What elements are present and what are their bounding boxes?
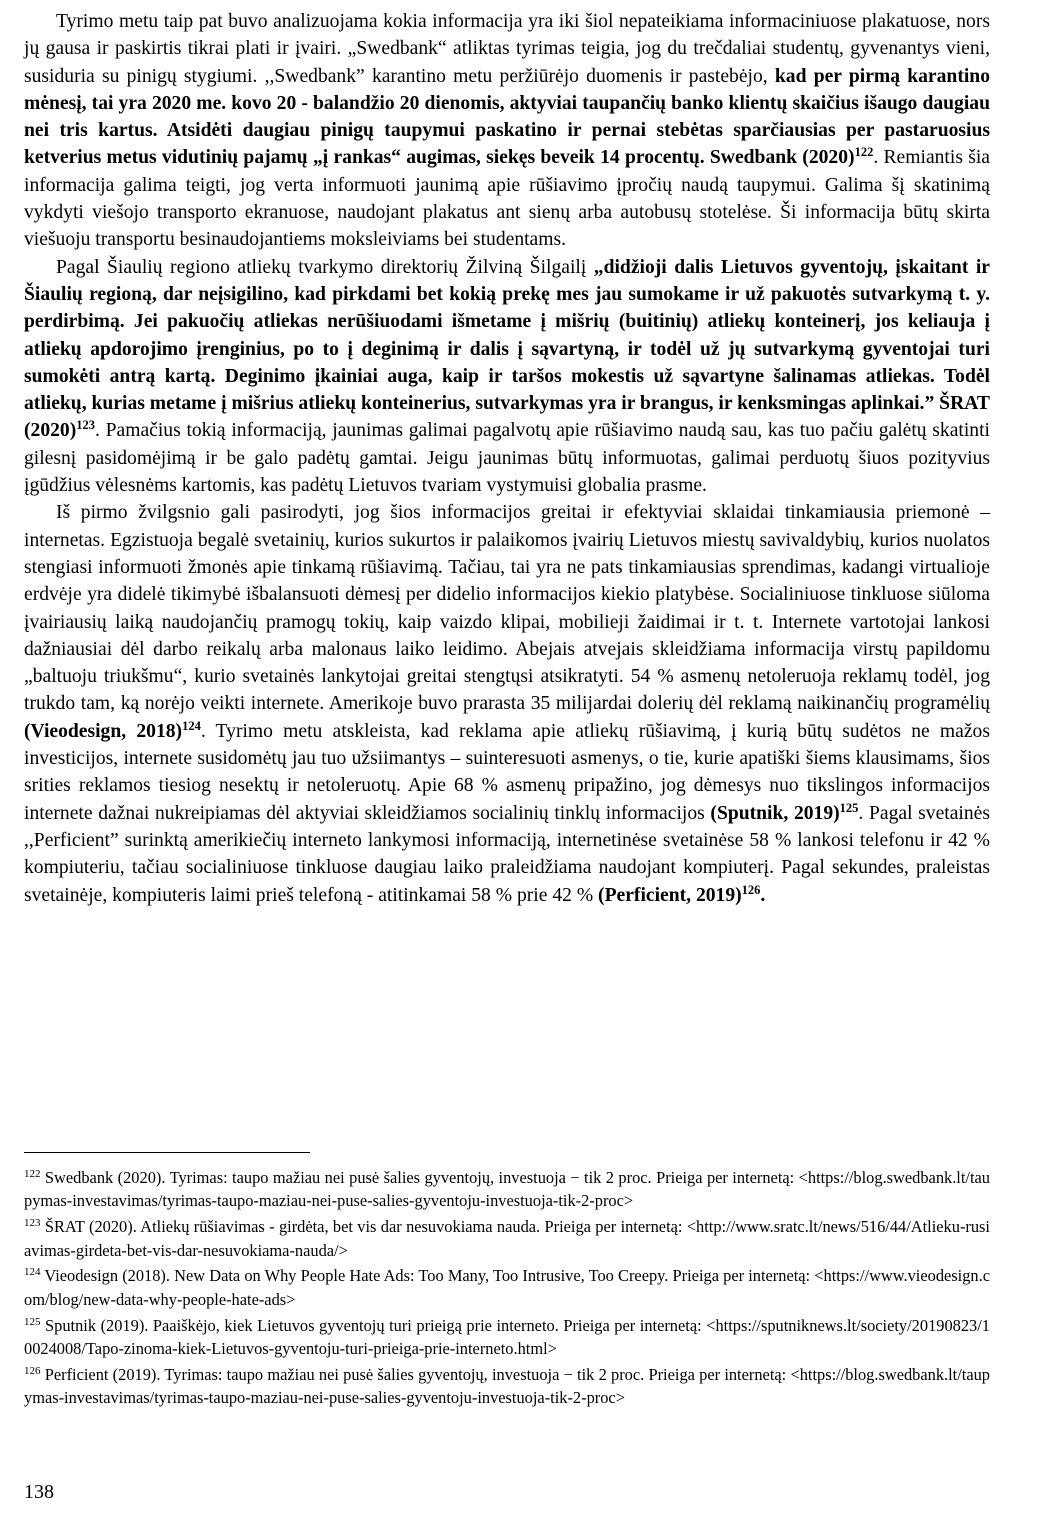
footnotes — [24, 1166, 990, 1412]
text-run: Pagal Šiaulių regiono atliekų tvarkymo direktorių Žilviną Šilgailį — [56, 256, 594, 278]
paragraph — [24, 8, 990, 254]
bold-text: kad per pirmą karantino mėnesį, tai yra 2020 me. kovo 20 - balandžio 20 dienomis, aktyviai taupančių banko klientų skaičius išaugo daugiau nei tris kartus. Atsidėti daugiau pinigų taupymui paskatino ir pernai stebėtas sparčiausias per pastaruosius ketverius metus vidutinių pajamų „į rankas“ augimas, siekęs beveik 14 procentų. Swedbank (2020) — [24, 65, 990, 169]
text-run: Tyrimo metu taip pat buvo analizuojama kokia informacija yra iki šiol nepateikiama informaciniuose plakatuose, nors jų gausa ir paskirtis tikrai plati ir įvairi. „Swedbank“ atliktas tyrimas teigia, jog du trečdaliai studentų, gyvenantys vieni, susiduria su pinigų stygiumi. ,,Swedbank” karantino metu peržiūrėjo duomenis ir pastebėjo, — [24, 11, 990, 87]
bold-text: (Perficient, 2019) — [598, 884, 742, 906]
text-run: . Pagal svetainės ,,Perficient” surinktą amerikiečių interneto lankymosi informaciją, internetinėse svetainėse 58 % lankosi telefonu ir 42 % kompiuteriu, tačiau socialiniuose tinkluose daugiau laiko praleidžiama naudojant kompiuterį. Pagal sekundes, praleistas svetainėje, kompiuteris laimi prieš telefoną - atitinkamai 58 % prie 42 % — [24, 802, 990, 906]
citation-number: 126 — [741, 882, 761, 897]
footnote — [24, 1166, 990, 1213]
footnote — [24, 1314, 990, 1361]
text-run: . Pamačius tokią informaciją, jaunimas galimai pagalvotų apie rūšiavimo naudą sau, kas tuo pačiu galėtų skatinti gilesnį pasidomėjimą ir be galo padėtų gamtai. Jeigu jaunimas būtų informuotas, galimai perduotų šiuos pozityvius įgūdžius vėlesnėms kartomis, kas padėtų Lietuvos tvariam vystymuisi globalia prasme. — [24, 420, 990, 497]
citation-number: 125 — [839, 800, 859, 815]
footnote-url: <https://www.vieodesign.com/blog/new-data-why-people-hate-ads> — [24, 1266, 990, 1309]
footnote-url: <https://blog.swedbank.lt/taupymas-investavimas/tyrimas-taupo-maziau-nei-puse-salies-gyventoju-investuoja-tik-2-proc> — [24, 1364, 990, 1408]
footnote — [24, 1264, 990, 1311]
text-run: . Remiantis šia informacija galima teigti, jog verta informuoti jaunimą apie rūšiavimo įpročių naudą taupymui. Galima šį skatinimą vykdyti viešojo transporto ekranuose, naudojant plakatus ant sienų arba autobusų stotelėse. Ši informacija būtų skirta viešuoju transportu besinaudojantiems moksleiviams bei studentams. — [24, 147, 990, 251]
footnote-text: Vieodesign (2018). New Data on Why People Hate Ads: Too Many, Too Intrusive, Too Creepy. Prieiga per internetą: — [40, 1266, 815, 1286]
footnote-text: ŠRAT (2020). Atliekų rūšiavimas - girdėta, bet vis dar nesuvokiama nauda. Prieiga per internetą: — [40, 1217, 687, 1237]
footnote-url: <https://sputniknews.lt/society/20190823/10024008/Tapo-zinoma-kiek-Lietuvos-gyventoju-turi-prieiga-prie-interneto.html> — [24, 1315, 990, 1359]
bold-text: . — [760, 884, 766, 906]
bold-text: „didžioji dalis Lietuvos gyventojų, įskaitant ir Šiaulių regioną, dar neįsigilino, kad pirkdami bet kokią prekę mes jau sumokame ir už pakuotės sutvarkymą t. y. perdirbimą. Jei pakuočių atliekas nerūšiuodami išmetame į mišrių (buitinių) atliekų konteinerį, jos keliauja į atliekų apdorojimo įrenginius, po to į deginimą ir dalis į sąvartyną, ir todėl už jų sutvarkymą gyventojai turi sumokėti antrą kartą. Deginimo įkainiai auga, kaip ir taršos mokestis už sąvartyne šalinamas atliekas. Todėl atliekų, kurias metame į mišrius atliekų konteinerius, sutvarkymas yra ir brangus, ir kenksmingas aplinkai.” ŠRAT (2020) — [24, 256, 990, 442]
footnote-number: 126 — [24, 1364, 41, 1377]
footnote-text: Swedbank (2020). Tyrimas: taupo mažiau nei pusė šalies gyventojų, investuoja − tik 2 proc. Prieiga per internetą: — [40, 1168, 799, 1187]
footnote-number: 122 — [24, 1168, 41, 1180]
text-run: Iš pirmo žvilgsnio gali pasirodyti, jog šios informacijos greitai ir efektyviai sklaidai tinkamiausia priemonė – internetas. Egzistuoja begalė svetainių, kurios sukurtos ir palaikomos įvairių Lietuvos miestų savivaldybių, kurios nuolatos stengiasi informuoti žmonės apie tinkamą rūšiavimą. Tačiau, tai yra ne pats tinkamiausias sprendimas, kadangi virtualioje erdvėje yra didelė tikimybė išbalansuoti dėmesį per didelio informacijos kiekio platybėse. Socialiniuose tinkluose siūloma įvairiausių laiką naudojančių pramogų tokių, kaip vaizdo klipai, mobilieji žaidimai ir t. t. Internete vartotojai lankosi dažniausiai dėl darbo reikalų arba malonaus laiko leidimo. Abejais atvejais skleidžiama informacija virstų papildomu „baltuoju triukšmu“, kurio svetainės lankytojai greitai stengtųsi atsikratyti. 54 % asmenų netoleruoja reklamų todėl, jog trukdo tam, ką norėjo veikti internete. Amerikoje buvo prarasta 35 milijardai dolerių dėl reklamą naikinančių programėlių — [24, 502, 990, 715]
footnote — [24, 1363, 990, 1410]
footnote-number: 125 — [24, 1315, 41, 1328]
footnote-number: 124 — [24, 1266, 41, 1279]
footnote-url: <http://www.sratc.lt/news/516/44/Atlieku-rusiavimas-girdeta-bet-vis-dar-nesuvokiama-nauda/> — [24, 1217, 990, 1260]
citation-number: 123 — [76, 418, 95, 433]
footnote-text: Sputnik (2019). Paaiškėjo, kiek Lietuvos gyventojų turi prieigą prie interneto. Prieiga per internetą: — [40, 1315, 707, 1335]
footnote-text: Perficient (2019). Tyrimas: taupo mažiau nei pusė šalies gyventojų, investuoja − tik 2 proc. Prieiga per internetą: — [40, 1364, 791, 1384]
footnote-number: 123 — [24, 1217, 41, 1230]
paragraph — [24, 254, 990, 500]
citation-number: 122 — [854, 145, 874, 160]
bold-text: (Vieodesign, 2018) — [24, 720, 183, 742]
footnote-url: <https://blog.swedbank.lt/taupymas-investavimas/tyrimas-taupo-maziau-nei-puse-salies-gyventoju-investuoja-tik-2-proc> — [24, 1168, 990, 1211]
bold-text: (Sputnik, 2019) — [710, 802, 840, 824]
paragraph — [24, 499, 990, 908]
body-text — [24, 8, 990, 909]
footnote — [24, 1215, 990, 1262]
footnote-separator — [24, 1152, 310, 1153]
text-run: . Tyrimo metu atskleista, kad reklama apie atliekų rūšiavimą, į kurią būtų sudėtos ne mažos investicijos, internete susidomėtų jau tuo užsiimantys – suinteresuoti asmenys, o tie, kurie apatiški šiems klausimams, šios srities reklamos tiesiog nesektų ir netoleruotų. Apie 68 % asmenų pripažino, jog dėmesys nuo tikslingos informacijos internete dažnai nukreipiamas dėl aktyviai skleidžiamos socialinių tinklų informacijos — [24, 720, 990, 824]
citation-number: 124 — [182, 718, 201, 733]
page-number: 138 — [24, 1481, 54, 1503]
